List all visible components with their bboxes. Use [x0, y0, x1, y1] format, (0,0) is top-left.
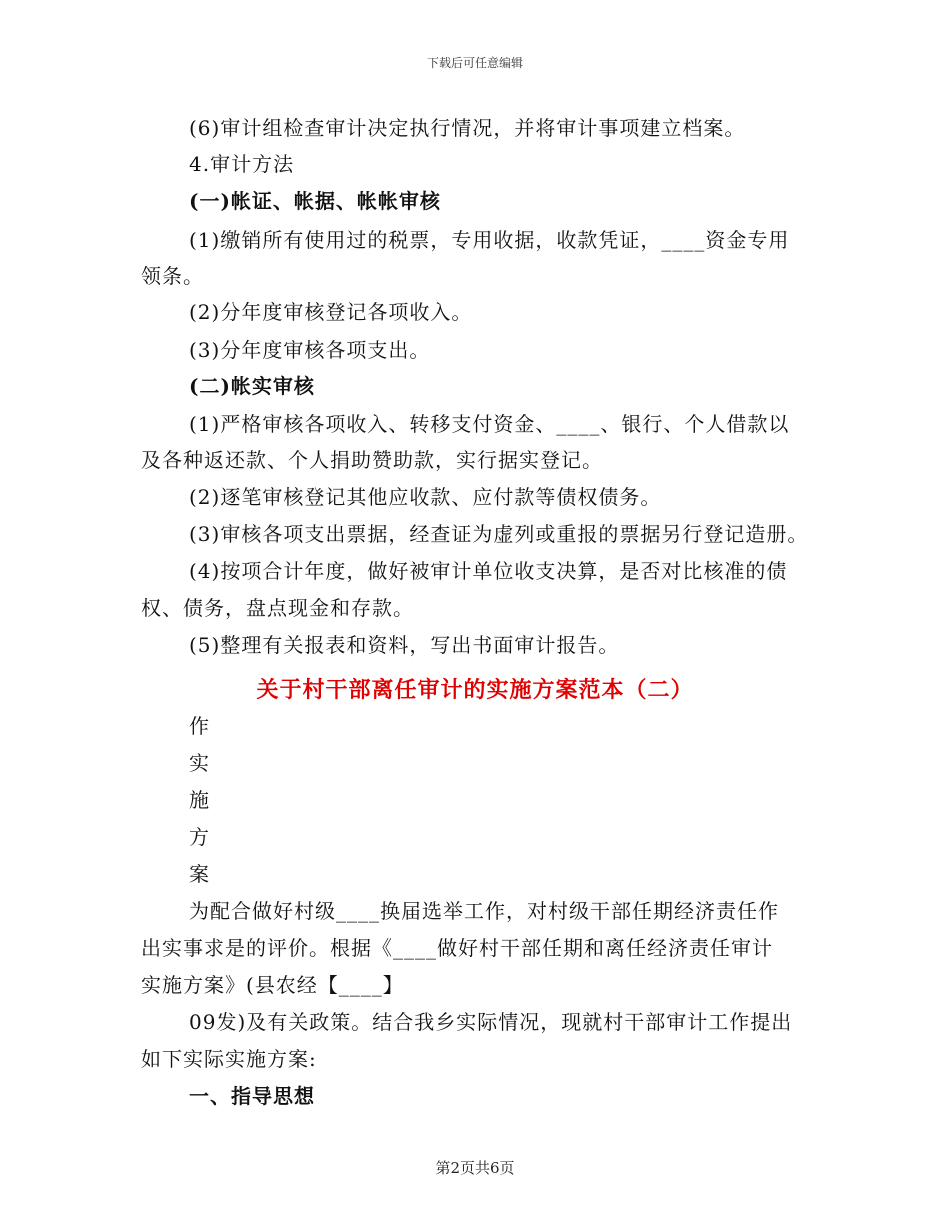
paragraph-line: (4)按项合计年度，做好被审计单位收支决算，是否对比核准的债 — [189, 559, 788, 583]
section-heading: (一)帐证、帐据、帐帐审核 — [189, 189, 441, 213]
vertical-char: 方 — [189, 825, 210, 849]
vertical-char: 实 — [189, 751, 210, 775]
paragraph-line: (6)审计组检查审计决定执行情况，并将审计事项建立档案。 — [189, 116, 746, 140]
section-heading: 一、指导思想 — [189, 1084, 315, 1108]
vertical-char: 作 — [189, 714, 210, 738]
paragraph-line: 09发)及有关政策。结合我乡实际情况，现就村干部审计工作提出 — [189, 1010, 793, 1034]
paragraph-line: 领条。 — [141, 264, 204, 288]
page-header: 下载后可任意编辑 — [426, 56, 523, 70]
paragraph-line: 4.审计方法 — [189, 152, 295, 176]
paragraph-line: 及各种返还款、个人捐助赞助款，实行据实登记。 — [141, 448, 603, 472]
paragraph-line: (1)严格审核各项收入、转移支付资金、____、银行、个人借款以 — [189, 412, 790, 436]
paragraph-line: 如下实际实施方案: — [141, 1047, 317, 1071]
paragraph-line: 出实事求是的评价。根据《____做好村干部任期和离任经济责任审计 — [141, 936, 773, 960]
document-title: 关于村干部离任审计的实施方案范本（二） — [256, 677, 694, 703]
vertical-char: 案 — [189, 862, 210, 886]
paragraph-line: (2)分年度审核登记各项收入。 — [189, 300, 473, 324]
section-heading: (二)帐实审核 — [189, 374, 315, 398]
page-number: 第2页共6页 — [435, 1159, 515, 1177]
paragraph-line: (1)缴销所有使用过的税票，专用收据，收款凭证，____资金专用 — [189, 228, 790, 252]
vertical-char: 施 — [189, 788, 210, 812]
paragraph-line: (3)分年度审核各项支出。 — [189, 338, 431, 362]
paragraph-line: (3)审核各项支出票据，经查证为虚列或重报的票据另行登记造册。 — [189, 522, 809, 546]
paragraph-line: 实施方案》(县农经【____】 — [141, 973, 404, 997]
paragraph-line: 为配合做好村级____换届选举工作，对村级干部任期经济责任作 — [189, 899, 779, 923]
paragraph-line: (2)逐笔审核登记其他应收款、应付款等债权债务。 — [189, 485, 662, 509]
paragraph-line: (5)整理有关报表和资料，写出书面审计报告。 — [189, 633, 620, 657]
paragraph-line: 权、债务，盘点现金和存款。 — [141, 596, 414, 620]
